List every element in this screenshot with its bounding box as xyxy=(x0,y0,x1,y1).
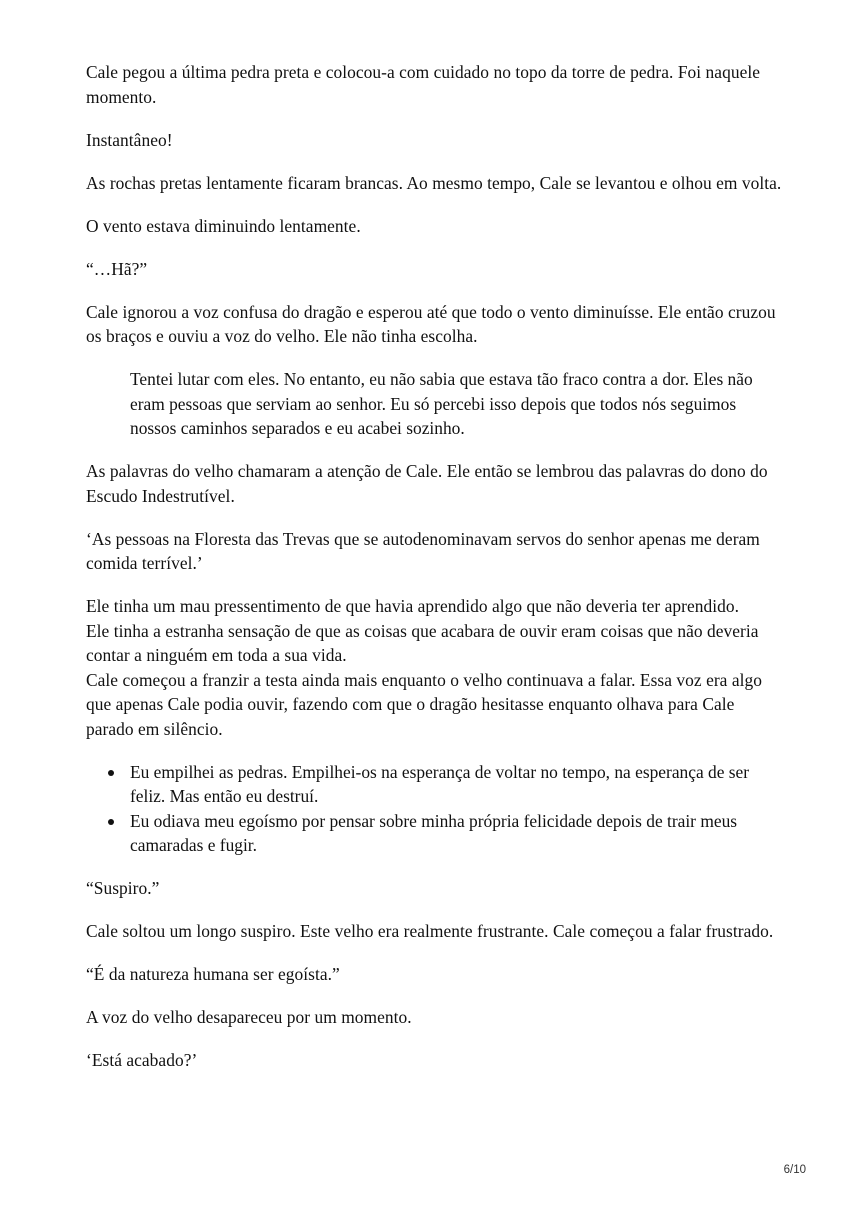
paragraph: As palavras do velho chamaram a atenção de Cale. Ele então se lembrou das palavras do dono do Escudo Indestrutível. xyxy=(86,461,768,506)
paragraph: “É da natureza humana ser egoísta.” xyxy=(86,964,340,984)
paragraph: ‘Está acabado?’ xyxy=(86,1050,198,1070)
paragraph: Cale pegou a última pedra preta e colocou-a com cuidado no topo da torre de pedra. Foi naquele momento. xyxy=(86,62,760,107)
bullet-item xyxy=(130,809,786,858)
paragraph: “…Hã?” xyxy=(86,258,148,279)
paragraph: Cale soltou um longo suspiro. Este velho era realmente frustrante. Cale começou a falar frustrado. xyxy=(86,921,774,941)
document-page xyxy=(86,60,786,1091)
paragraph: ‘As pessoas na Floresta das Trevas que se autodenominavam servos do senhor apenas me deram comida terrível.’ xyxy=(86,528,760,573)
bullet-list xyxy=(86,760,786,858)
paragraph: “Suspiro.” xyxy=(86,878,160,898)
paragraph: Instantâneo! xyxy=(86,129,173,150)
paragraph: A voz do velho desapareceu por um momento. xyxy=(86,1007,412,1027)
bullet-icon xyxy=(108,770,114,776)
paragraph-line: Ele tinha um mau pressentimento de que havia aprendido algo que não deveria ter aprendido. xyxy=(86,596,740,616)
blockquote: Tentei lutar com eles. No entanto, eu não sabia que estava tão fraco contra a dor. Eles não eram pessoas que serviam ao senhor. Eu só percebi isso depois que todos nós seguimos nossos caminhos separados e eu acabei sozinho. xyxy=(130,369,753,438)
bullet-text: Eu empilhei as pedras. Empilhei-os na esperança de voltar no tempo, na esperança de ser feliz. Mas então eu destruí. xyxy=(130,761,750,806)
paragraph-line: Ele tinha a estranha sensação de que as coisas que acabara de ouvir eram coisas que não deveria contar a ninguém em toda a sua vida. xyxy=(86,620,759,665)
paragraph: O vento estava diminuindo lentamente. xyxy=(86,215,361,236)
paragraph-line: Cale começou a franzir a testa ainda mais enquanto o velho continuava a falar. Essa voz era algo que apenas Cale podia ouvir, fazendo com que o dragão hesitasse enquanto olhava para Cale parado em silêncio. xyxy=(86,669,762,739)
bullet-icon xyxy=(108,819,114,825)
paragraph: As rochas pretas lentamente ficaram brancas. Ao mesmo tempo, Cale se levantou e olhou em volta. xyxy=(86,172,782,193)
paragraph: Cale ignorou a voz confusa do dragão e esperou até que todo o vento diminuísse. Ele então cruzou os braços e ouviu a voz do velho. Ele não tinha escolha. xyxy=(86,301,776,346)
bullet-text: Eu odiava meu egoísmo por pensar sobre minha própria felicidade depois de trair meus camaradas e fugir. xyxy=(130,810,738,855)
page-number: 6/10 xyxy=(783,1164,806,1176)
bullet-item xyxy=(130,760,786,809)
multiline-paragraph xyxy=(86,594,786,741)
